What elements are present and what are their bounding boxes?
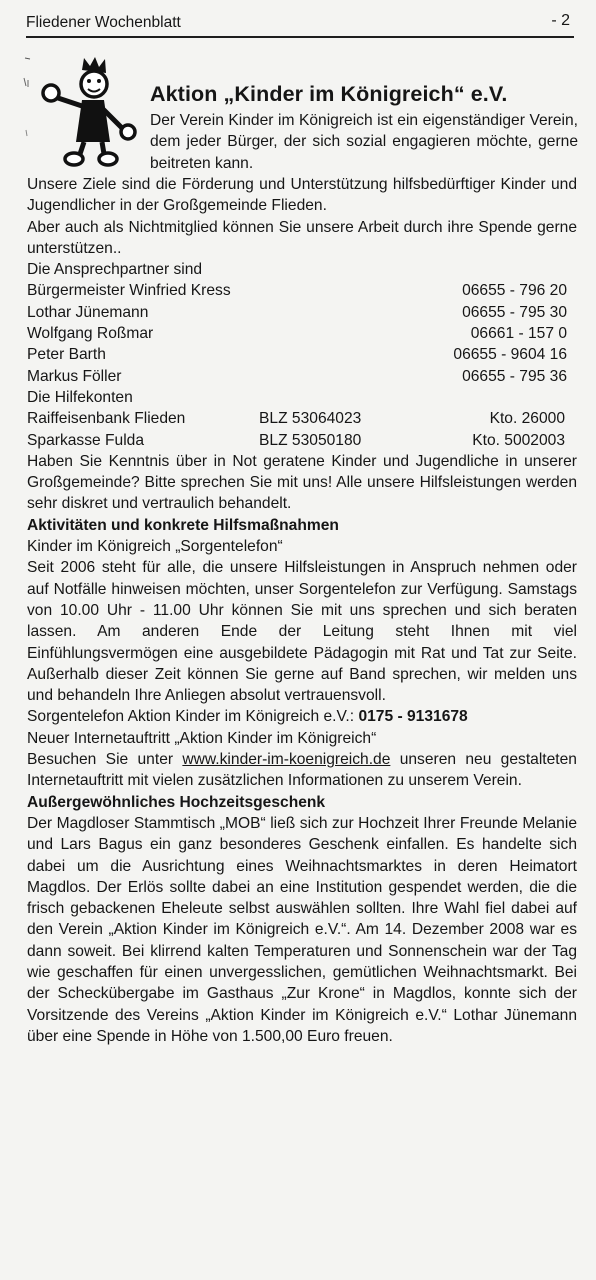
newspaper-title: Fliedener Wochenblatt: [26, 14, 181, 31]
contact-row: [27, 323, 577, 344]
article-headline: Aktion „Kinder im Königreich“ e.V.: [150, 82, 508, 106]
subheading-internet: Neuer Internetauftritt „Aktion Kinder im Königreich“: [27, 729, 377, 747]
contact-phone: 06661 - 157 0: [470, 325, 567, 343]
print-smudge-icon: [22, 50, 32, 150]
contacts-heading: Die Ansprechpartner sind: [27, 261, 203, 279]
intro-paragraph: Der Verein Kinder im Königreich ist ein eigenständiger Verein, dem jeder Bürger, der sich sozial engagieren möchte, gerne beitreten kann.: [150, 112, 578, 172]
masthead: [26, 10, 574, 38]
account-list: [27, 408, 577, 451]
accounts-heading: Die Hilfekonten: [27, 388, 133, 406]
phone-number: 0175 - 9131678: [358, 708, 468, 726]
section-heading-wedding: Außergewöhnliches Hochzeitsgeschenk: [27, 793, 326, 811]
internet-text-before: Besuchen Sie unter: [27, 751, 174, 769]
contact-name: Markus Föller: [27, 367, 122, 385]
phone-label: Sorgentelefon Aktion Kinder im Königreich e.V.:: [27, 708, 355, 726]
contact-name: Wolfgang Roßmar: [27, 325, 154, 343]
contact-name: Lothar Jünemann: [27, 303, 149, 321]
king-child-logo-icon: [36, 56, 140, 168]
account-row: [27, 408, 577, 429]
subheading-sorgentelefon: Kinder im Königreich „Sorgentelefon“: [27, 538, 283, 556]
contact-phone: 06655 - 795 30: [462, 303, 567, 321]
contact-name: Bürgermeister Winfried Kress: [27, 282, 231, 300]
contact-row: [27, 280, 577, 301]
contact-phone: 06655 - 796 20: [462, 282, 567, 300]
contact-phone: 06655 - 9604 16: [453, 346, 567, 364]
account-number: Kto. 26000: [489, 410, 565, 428]
account-bank: Sparkasse Fulda: [27, 431, 145, 449]
sorgentelefon-phone-line: [27, 706, 577, 727]
contact-phone: 06655 - 795 36: [462, 367, 567, 385]
contact-row: [27, 366, 577, 387]
internet-text-after: unseren neu gestalteten Internetauftritt mit vielen zusätzlichen Informationen zu unserem Verein.: [27, 751, 577, 790]
account-number: Kto. 5002003: [472, 431, 565, 449]
donation-paragraph: Aber auch als Nichtmitglied können Sie unsere Arbeit durch ihre Spende gerne unterstützen..: [27, 218, 577, 257]
internet-paragraph: [27, 749, 577, 792]
website-link[interactable]: www.kinder-im-koenigreich.de: [182, 751, 391, 769]
section-heading-activities: Aktivitäten und konkrete Hilfsmaßnahmen: [27, 516, 339, 534]
article-body: [27, 174, 577, 1047]
contact-list: [27, 280, 577, 386]
contact-row: [27, 302, 577, 323]
account-row: [27, 430, 577, 451]
article-intro: [150, 110, 578, 174]
page-number: - 2: [551, 12, 570, 29]
wedding-paragraph: Der Magdloser Stammtisch „MOB“ ließ sich zur Hochzeit Ihrer Freunde Melanie und Lars Bagus ein ganz besonderes Geschenk einfallen. Es handelte sich dabei um die Ausrichtung eines Weihnachtsmarktes in deren Heimatort Magdlos. Der Erlös sollte dabei an eine Institution gespendet werden, die die frisch gebackenen Eheleute selbst auswählen sollten. Ihre Wahl fiel dabei auf den Verein „Aktion Kinder im Königreich e.V.“. Am 14. Dezember 2008 war es dann soweit. Bei klirrend kalten Temperaturen und Sonnenschein war der Tag wie geschaffen für einen unvergesslichen, gemütlichen Weihnachtsmarkt. Bei der Scheckübergabe im Gasthaus „Zur Krone“ in Magdlos, konnte sich der Vorsitzende des Vereins „Aktion Kinder im Königreich e.V.“ Lothar Jünemann über eine Spende in Höhe von 1.500,00 Euro freuen.: [27, 814, 577, 1045]
contact-name: Peter Barth: [27, 346, 106, 364]
account-blz: BLZ 53050180: [259, 431, 362, 449]
goals-paragraph: Unsere Ziele sind die Förderung und Unterstützung hilfsbedürftiger Kinder und Jugendlicher in der Großgemeinde Flieden.: [27, 176, 577, 215]
account-blz: BLZ 53064023: [259, 410, 362, 428]
appeal-paragraph: Haben Sie Kenntnis über in Not geratene Kinder und Jugendliche in unserer Großgemeinde? Bitte sprechen Sie mit uns! Alle unsere Hilfsleistungen werden sehr diskret und vertraulich behandelt.: [27, 452, 577, 513]
sorgentelefon-paragraph: Seit 2006 steht für alle, die unsere Hilfsleistungen in Anspruch nehmen oder auf Notfälle hinweisen möchten, unser Sorgentelefon zur Verfügung. Samstags von 10.00 Uhr - 11.00 Uhr können Sie mit uns sprechen und sich beraten lassen. Am anderen Ende der Leitung steht Ihnen mit viel Einfühlungsvermögen eine ausgebildete Pädagogin mit Rat und Tat zur Seite. Außerhalb dieser Zeit können Sie gerne auf Band sprechen, wir melden uns und behandeln Ihre Anliegen absolut vertrauensvoll.: [27, 559, 577, 705]
account-bank: Raiffeisenbank Flieden: [27, 410, 186, 428]
contact-row: [27, 344, 577, 365]
